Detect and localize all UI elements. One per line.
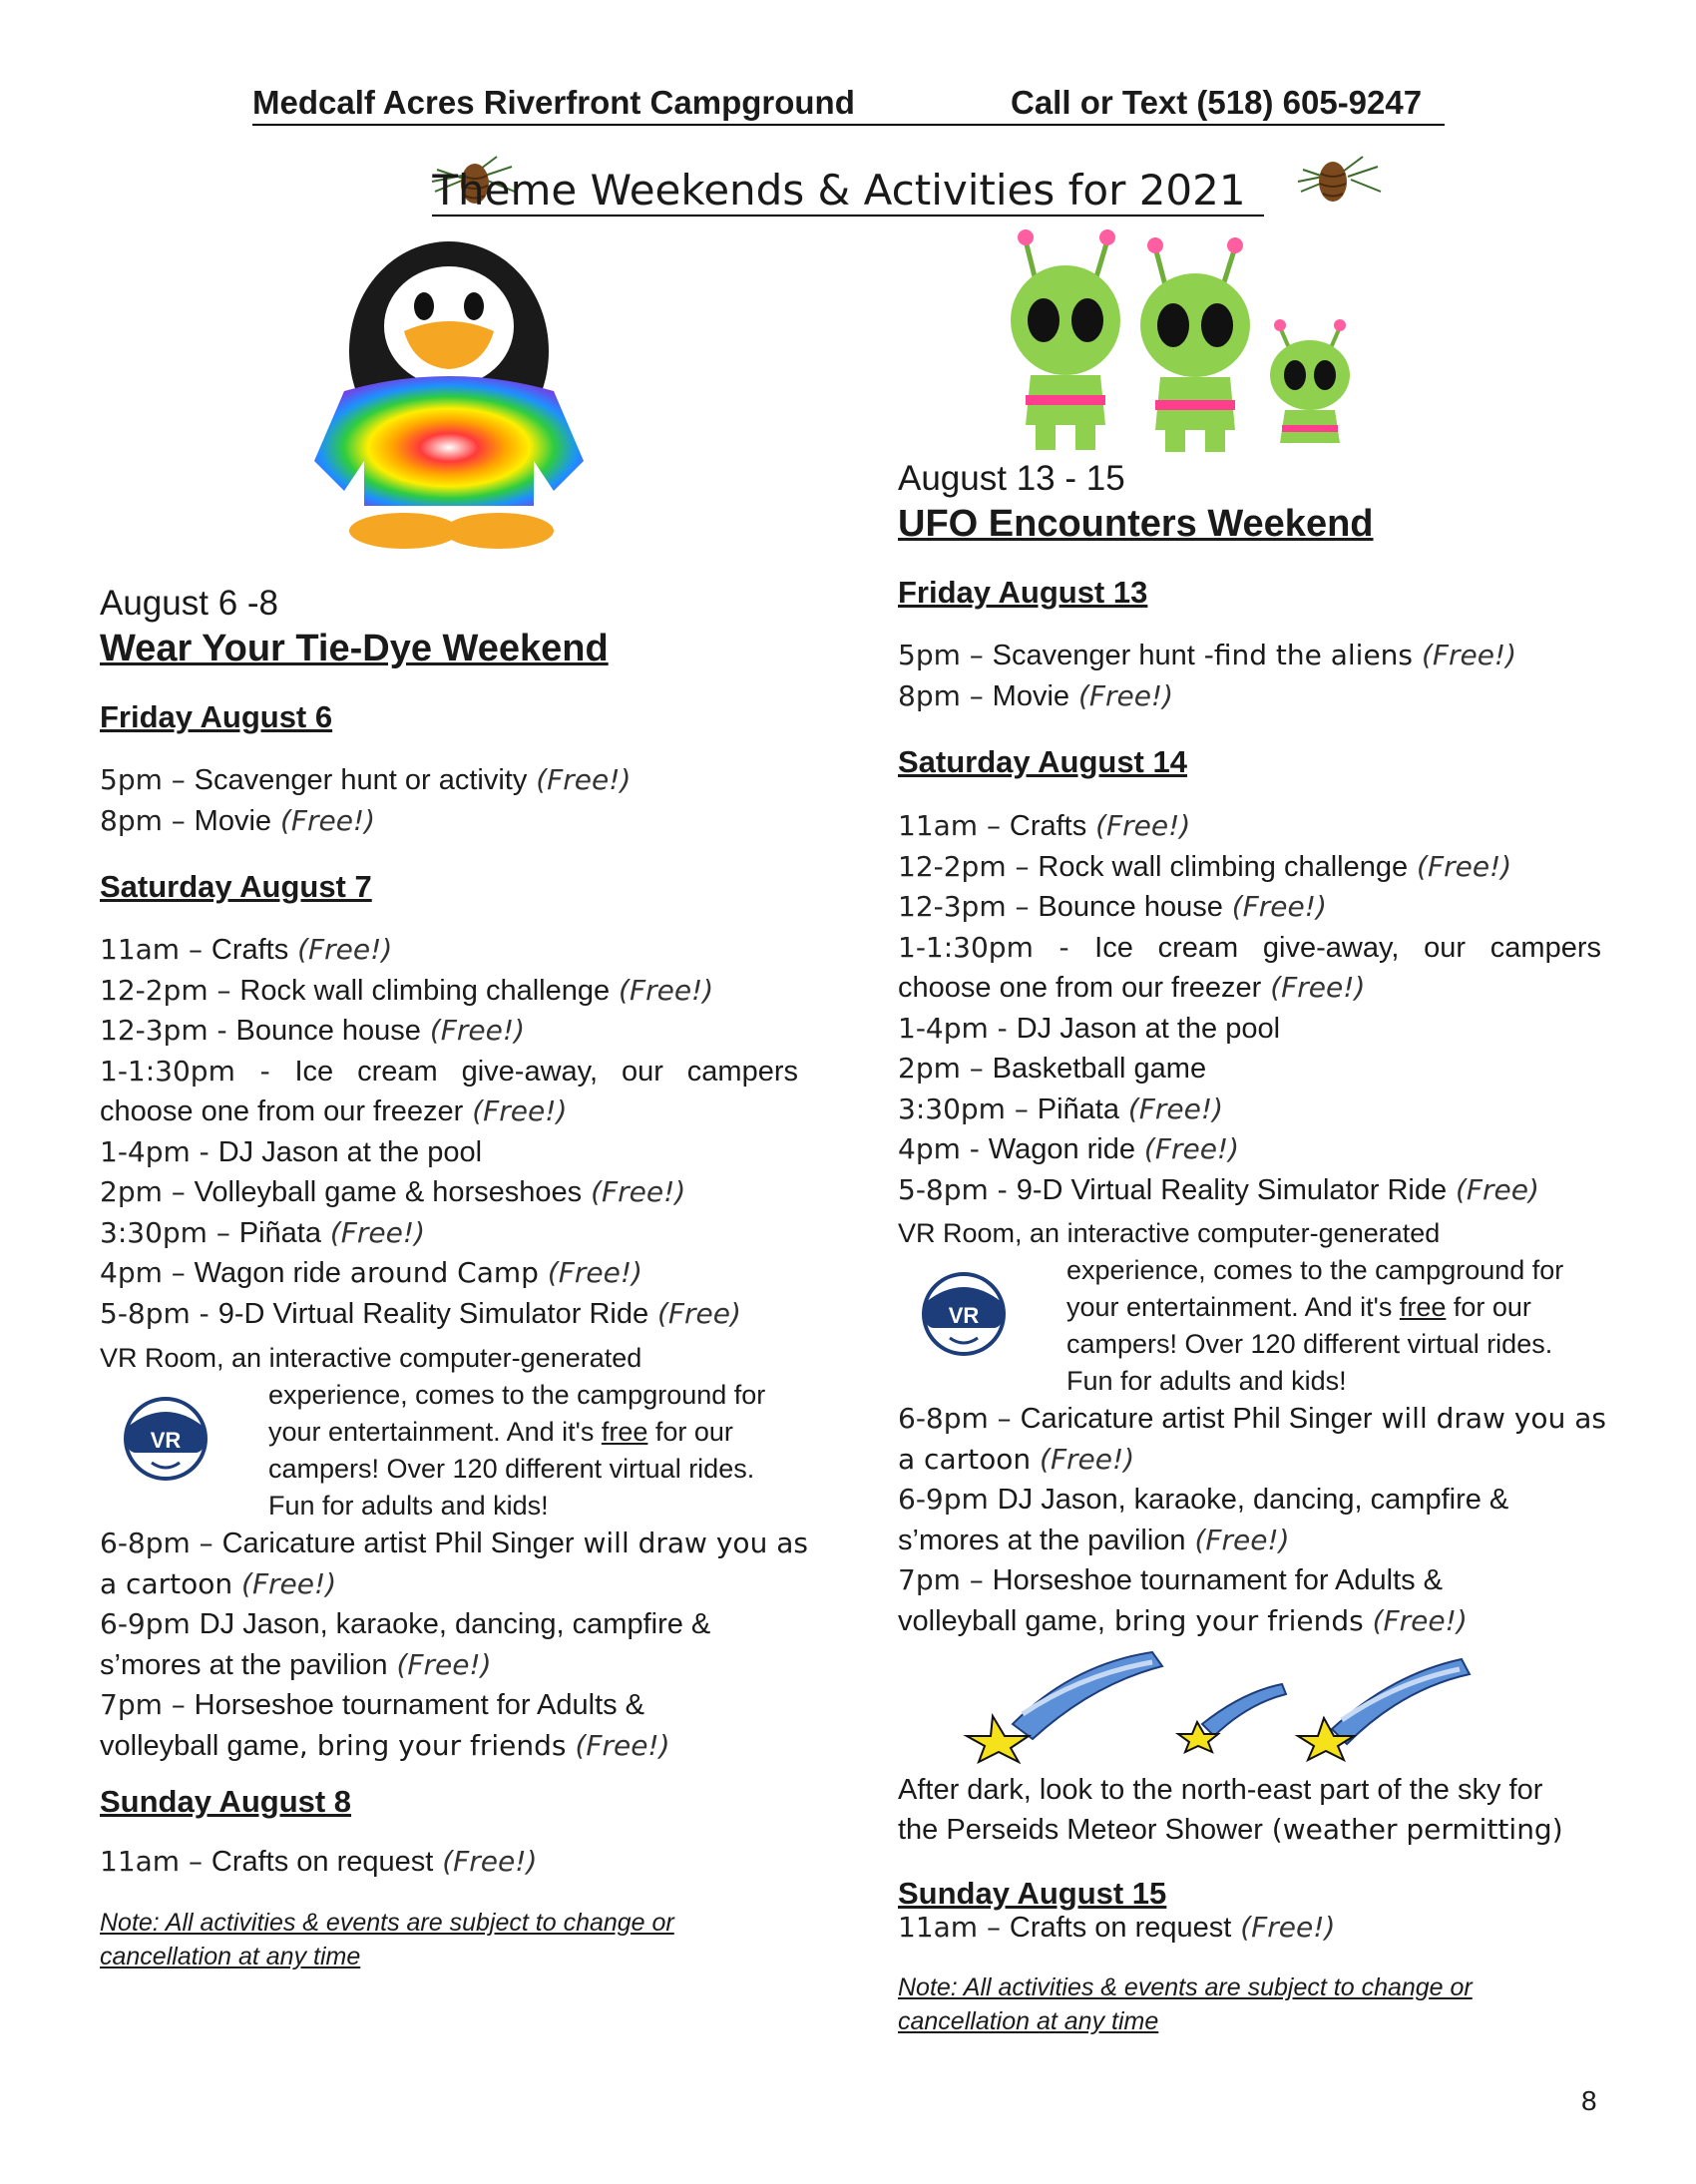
- day-heading: Saturday August 14: [898, 744, 1187, 779]
- svg-text:VR: VR: [150, 1428, 182, 1453]
- alien-family-illustration: [996, 225, 1375, 460]
- weekend-dates: August 13 - 15: [898, 459, 1125, 498]
- page-title: Theme Weekends & Activities for 2021: [0, 166, 1696, 215]
- campground-name: Medcalf Acres Riverfront Campground: [252, 84, 855, 121]
- page-number: 8: [1581, 2085, 1597, 2116]
- svg-text:VR: VR: [948, 1303, 980, 1328]
- day-heading: Saturday August 7: [100, 869, 372, 904]
- vr-headset-icon: [122, 1387, 210, 1486]
- vr-headset-icon: [920, 1262, 1008, 1361]
- day-heading: Friday August 13: [898, 575, 1148, 610]
- tie-dye-penguin-illustration: [284, 231, 614, 556]
- friday-activities: 5pm – Scavenger hunt -find the aliens (Free!) 8pm – Movie (Free!): [898, 639, 1517, 712]
- day-heading: Sunday August 8: [100, 1784, 352, 1819]
- phone-number: Call or Text (518) 605-9247: [1011, 84, 1423, 121]
- vr-intro: VR Room, an interactive computer-generated: [898, 1218, 1441, 1248]
- list-item: 8pm – Movie (Free!): [100, 803, 376, 837]
- sunday-activities: 11am – Crafts on request (Free!): [100, 1845, 538, 1878]
- disclaimer-note: Note: All activities & events are subject to change or cancellation at any time: [898, 1973, 1473, 2035]
- vr-description: experience, comes to the campground for your entertainment. And it's free for our campers! Over 120 different virtual rides. Fun for adults and kids!: [268, 1380, 766, 1521]
- day-heading: Sunday August 15: [898, 1876, 1167, 1911]
- vr-intro: VR Room, an interactive computer-generated: [100, 1343, 642, 1373]
- day-heading: Friday August 6: [100, 699, 333, 734]
- weekend-theme: UFO Encounters Weekend: [898, 503, 1374, 545]
- saturday-evening-activities: 6-8pm – Caricature artist Phil Singer will draw you as a cartoon (Free!) 6-9pm DJ Jason, karaoke, dancing, campfire & s’mores at the pavilion (Free!) 7pm – Horseshoe tournament for Adults & volleyball game, bring your friends (Free!): [898, 1402, 1606, 1637]
- disclaimer-note: Note: All activities & events are subject to change or cancellation at any time: [100, 1909, 674, 1970]
- friday-activities: [100, 760, 798, 841]
- vr-description: experience, comes to the campground for your entertainment. And it's free for our campers! Over 120 different virtual rides. Fun for adults and kids!: [1066, 1255, 1564, 1396]
- header-line: [252, 84, 1445, 126]
- sunday-activities: 11am – Crafts on request (Free!): [898, 1911, 1336, 1944]
- saturday-activities: 11am – Crafts (Free!) 12-2pm – Rock wall climbing challenge (Free!) 12-3pm – Bounce house (Free!) 1-1:30pm - Ice cream give-away, our campers choose one from our freezer (Free!) 1-4pm - DJ Jason at the pool 2pm – Basketball game 3:30pm – Piñata (Free!) 4pm - Wagon ride (Free!) 5-8pm - 9-D Virtual Reality Simulator Ride (Free): [898, 809, 1602, 1206]
- saturday-activities: 11am – Crafts (Free!) 12-2pm – Rock wall climbing challenge (Free!) 12-3pm - Bounce house (Free!) 1-1:30pm - Ice cream give-away, our campers choose one from our freezer (Free!) 1-4pm - DJ Jason at the pool 2pm – Volleyball game & horseshoes (Free!) 3:30pm – Piñata (Free!) 4pm – Wagon ride around Camp (Free!) 5-8pm - 9-D Virtual Reality Simulator Ride (Free): [100, 933, 799, 1330]
- weekend-dates: August 6 -8: [100, 584, 278, 623]
- saturday-evening-activities: 6-8pm – Caricature artist Phil Singer will draw you as a cartoon (Free!) 6-9pm DJ Jason, karaoke, dancing, campfire & s’mores at the pavilion (Free!) 7pm – Horseshoe tournament for Adults & volleyball game, bring your friends (Free!): [100, 1527, 808, 1762]
- meteor-shower-note: After dark, look to the north-east part of the sky for the Perseids Meteor Shower (weather permitting): [898, 1774, 1563, 1846]
- list-item: 5pm – Scavenger hunt or activity (Free!): [100, 763, 632, 796]
- weekend-theme: Wear Your Tie-Dye Weekend: [100, 628, 609, 669]
- shooting-stars-illustration: [953, 1644, 1511, 1764]
